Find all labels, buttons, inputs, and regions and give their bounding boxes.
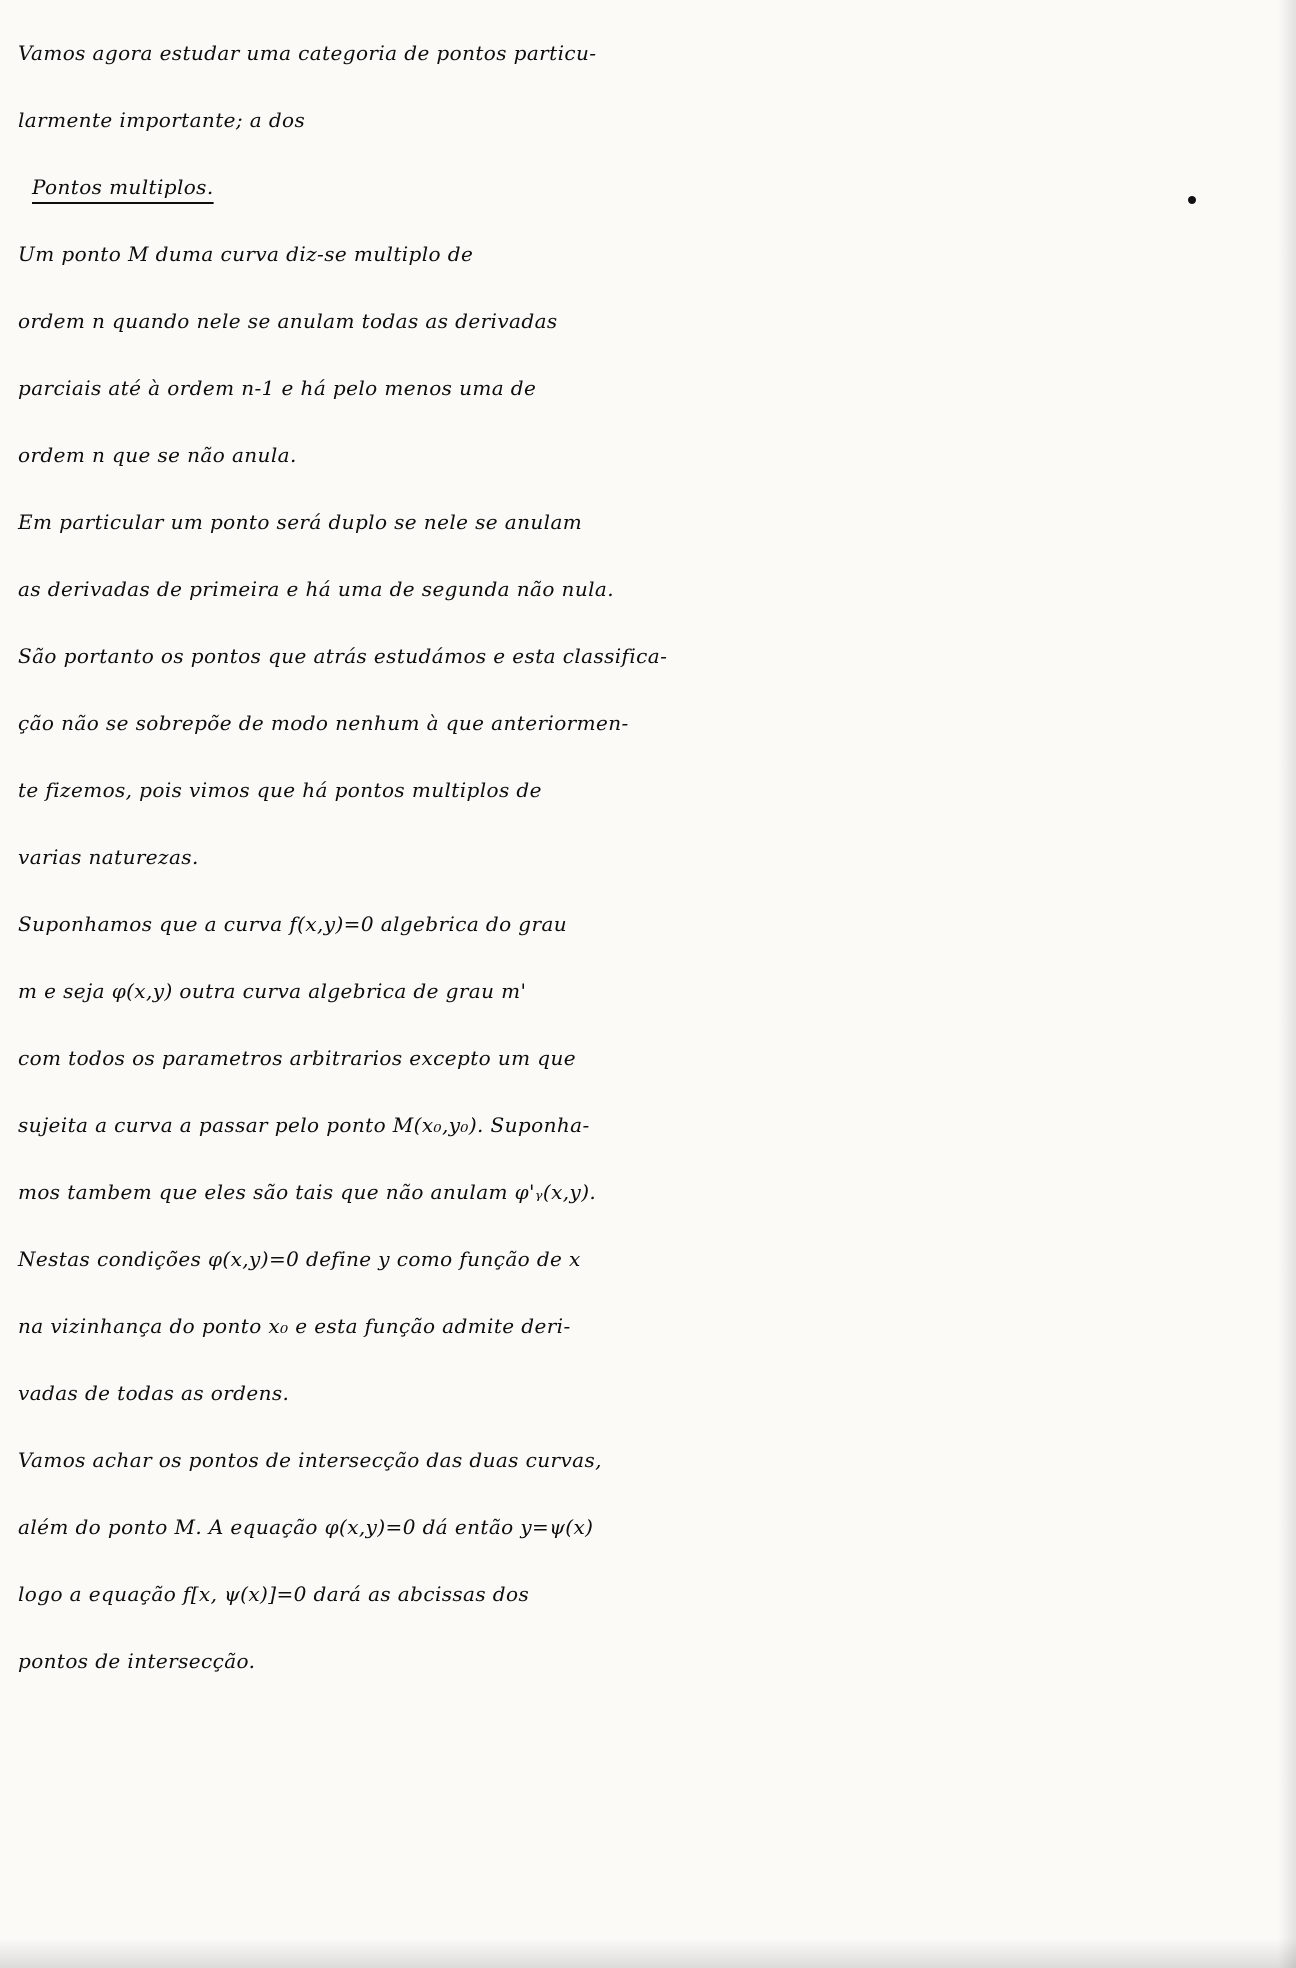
page-edge-shadow (1278, 0, 1296, 1968)
page-bottom-shadow (0, 1938, 1296, 1968)
text-line: sujeita a curva a passar pelo ponto M(x₀,y₀). Suponha- (18, 1113, 590, 1137)
text-line: pontos de intersecção. (18, 1649, 256, 1673)
text-line: Nestas condições φ(x,y)=0 define y como função de x (18, 1247, 581, 1271)
text-line: Vamos achar os pontos de intersecção das duas curvas, (18, 1448, 602, 1472)
handwritten-text (18, 20, 1280, 1695)
text-line: parciais até à ordem n-1 e há pelo menos uma de (18, 376, 537, 400)
text-line: vadas de todas as ordens. (18, 1381, 290, 1405)
text-line: logo a equação f[x, ψ(x)]=0 dará as abcissas dos (18, 1582, 530, 1606)
text-line: Em particular um ponto será duplo se nele se anulam (18, 510, 583, 534)
ink-dot (1188, 196, 1196, 204)
text-line: as derivadas de primeira e há uma de segunda não nula. (18, 577, 614, 601)
text-line: na vizinhança do ponto x₀ e esta função admite deri- (18, 1314, 571, 1338)
section-heading (18, 154, 1280, 221)
text-line: varias naturezas. (18, 845, 199, 869)
text-line: Suponhamos que a curva f(x,y)=0 algebrica do grau (18, 912, 568, 936)
text-line: mos tambem que eles são tais que não anulam φ'ᵧ(x,y). (18, 1180, 597, 1204)
text-line: Um ponto M duma curva diz-se multiplo de (18, 242, 474, 266)
text-line: ordem n quando nele se anulam todas as derivadas (18, 309, 558, 333)
text-line: ção não se sobrepõe de modo nenhum à que anteriormen- (18, 711, 629, 735)
text-line: São portanto os pontos que atrás estudámos e esta classifica- (18, 644, 668, 668)
text-line: Vamos agora estudar uma categoria de pontos particu- (18, 41, 597, 65)
text-line: ordem n que se não anula. (18, 443, 297, 467)
text-line: te fizemos, pois vimos que há pontos multiplos de (18, 778, 542, 802)
text-line: m e seja φ(x,y) outra curva algebrica de grau m' (18, 979, 527, 1003)
section-heading-text: Pontos multiplos. (32, 175, 214, 199)
text-line: larmente importante; a dos (18, 108, 306, 132)
text-line: com todos os parametros arbitrarios excepto um que (18, 1046, 576, 1070)
text-line: além do ponto M. A equação φ(x,y)=0 dá então y=ψ(x) (18, 1515, 594, 1539)
